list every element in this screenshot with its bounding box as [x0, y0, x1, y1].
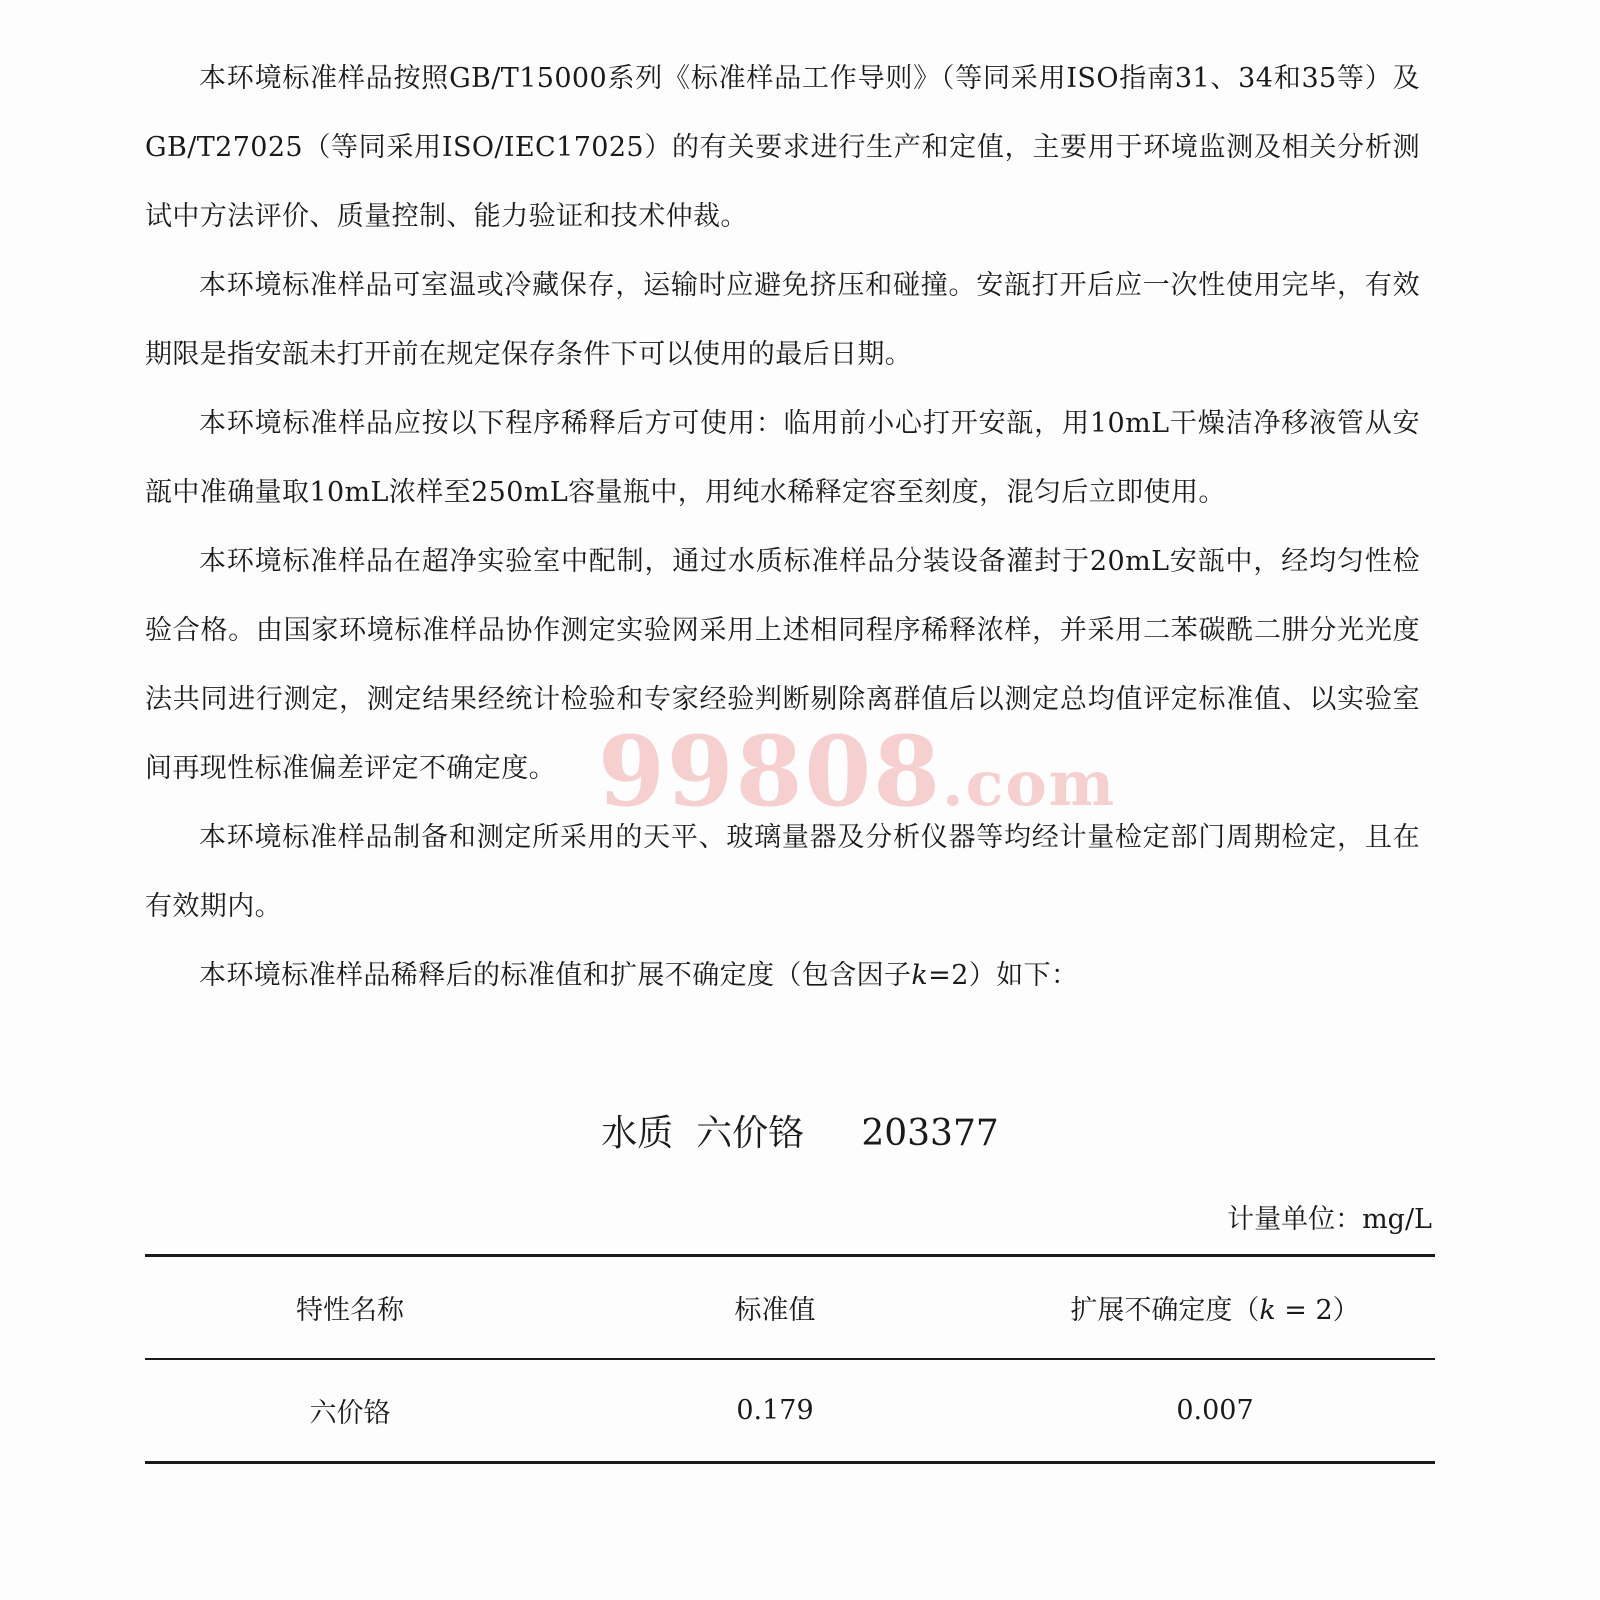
- header-expanded-uncertainty: [995, 1288, 1435, 1327]
- paragraph-dilution-procedure: 本环境标准样品应按以下程序稀释后方可使用：临用前小心打开安瓿，用10mL干燥洁净移液管从安瓿中准确量取10mL浓样至250mL容量瓶中，用纯水稀释定容至刻度，混匀后立即使用。: [145, 408, 1420, 508]
- header-property-name: 特性名称: [296, 1295, 404, 1326]
- header-standard-value: 标准值: [734, 1295, 816, 1326]
- results-intro-text: 本环境标准样品稀释后的标准值和扩展不确定度（包含因子: [199, 960, 912, 991]
- measurement-unit: 计量单位：mg/L: [1227, 1204, 1432, 1235]
- paragraph-preparation-and-valuation: 本环境标准样品在超净实验室中配制，通过水质标准样品分装设备灌封于20mL安瓿中，经均匀性检验合格。由国家环境标准样品协作测定实验网采用上述相同程序稀释浓样，并采用二苯碳酰二肼分光光度法共同进行测定，测定结果经统计检验和专家经验判断剔除离群值后以测定总均值评定标准值、以实验室间再现性标准偏差评定不确定度。: [145, 546, 1420, 784]
- results-table: [145, 1254, 1435, 1464]
- table-row: [145, 1360, 1435, 1461]
- header-uncertainty-suffix: = 2）: [1275, 1295, 1360, 1326]
- watermark-suffix: .com: [941, 747, 1117, 820]
- header-coverage-factor-symbol: k: [1259, 1295, 1276, 1326]
- table-bottom-rule: [145, 1461, 1435, 1464]
- table-header-row: [145, 1257, 1435, 1358]
- document-body: [145, 44, 1420, 1010]
- watermark-main: 99808: [598, 715, 942, 828]
- paragraph-results-intro: [145, 941, 1420, 1010]
- coverage-factor-symbol: k: [911, 960, 929, 991]
- cell-expanded-uncertainty: 0.007: [1176, 1394, 1254, 1426]
- paragraph-storage: 本环境标准样品可室温或冷藏保存，运输时应避免挤压和碰撞。安瓿打开后应一次性使用完毕，有效期限是指安瓿未打开前在规定保存条件下可以使用的最后日期。: [145, 270, 1420, 370]
- paragraph-instrument-calibration: 本环境标准样品制备和测定所采用的天平、玻璃量器及分析仪器等均经计量检定部门周期检定，且在有效期内。: [145, 822, 1420, 922]
- cell-property-name: 六价铬: [309, 1397, 391, 1429]
- cell-standard-value: 0.179: [736, 1394, 814, 1426]
- results-intro-suffix: =2）如下：: [928, 960, 1079, 991]
- paragraph-standards-basis: 本环境标准样品按照GB/T15000系列《标准样品工作导则》（等同采用ISO指南31、34和35等）及GB/T27025（等同采用ISO/IEC17025）的有关要求进行生产和定值，主要用于环境监测及相关分析测试中方法评价、质量控制、能力验证和技术仲裁。: [145, 63, 1420, 232]
- table-title: 水质 六价铬 203377: [601, 1113, 999, 1154]
- header-uncertainty-text: 扩展不确定度（: [1070, 1295, 1260, 1326]
